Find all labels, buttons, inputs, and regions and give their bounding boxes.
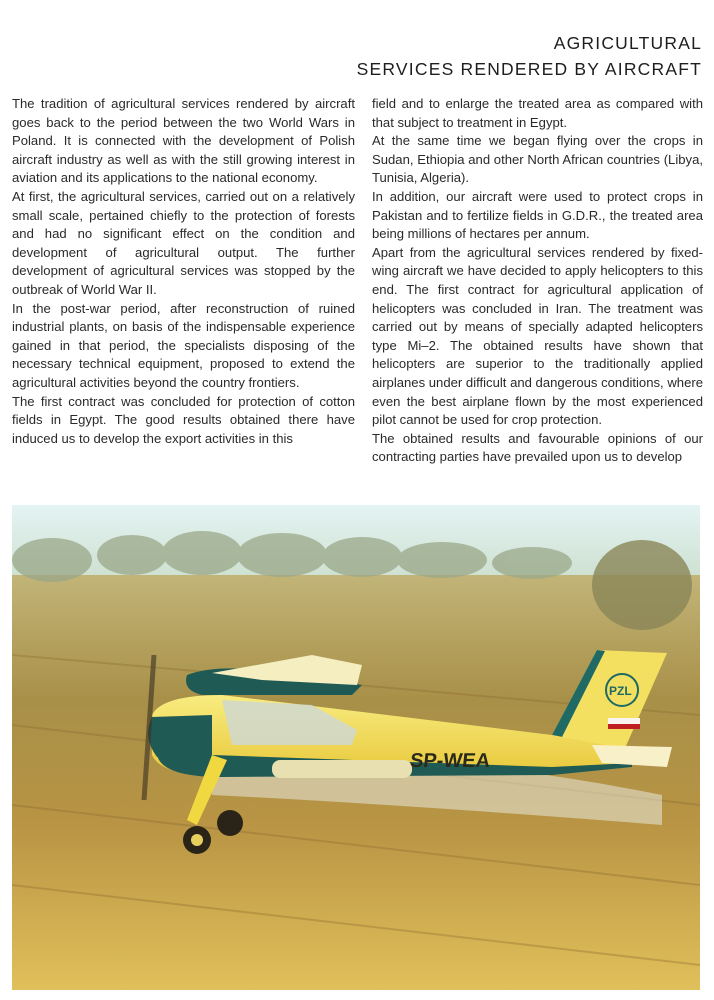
- photo-illustration: [12, 505, 700, 990]
- engine-cowl: [148, 715, 212, 757]
- registration-mark: SP-WEA: [408, 750, 492, 772]
- title-line-1: AGRICULTURAL: [553, 33, 702, 53]
- tail-logo-text: PZL: [609, 684, 632, 698]
- paragraph: Apart from the agricultural services rendered by fixed-wing aircraft we have decided to apply helicopters to this end. The first contract for agricultural application of helicopters was concluded in Iran. The treatment was carried out by means of specially adapted helicopters type Mi–2. The obtained results have shown that helicopters are superior to the traditionally applied airplanes under difficult and dangerous conditions, where even the best airplane flown by the most experienced pilot cannot be used for crop protection.: [372, 244, 703, 428]
- title-line-2: SERVICES RENDERED BY AIRCRAFT: [356, 59, 702, 79]
- paragraph: In the post-war period, after reconstruction of ruined industrial plants, on basis of the indispensable experience gained in that period, the specialists disposing of the necessary technical equipment, proposed to extend the agricultural activities beyond the country frontiers.: [12, 300, 355, 390]
- flag-white: [608, 718, 640, 724]
- paragraph: In addition, our aircraft were used to protect crops in Pakistan and to fertilize fields in G.D.R., the treated area being millions of hectares per annum.: [372, 188, 703, 242]
- right-column: [372, 95, 703, 467]
- left-column: [12, 95, 355, 448]
- page-title: [357, 30, 702, 82]
- aircraft-photo: [12, 505, 700, 990]
- paragraph: At the same time we began flying over the crops in Sudan, Ethiopia and other North African countries (Libya, Tunisia, Algeria).: [372, 133, 703, 186]
- hopper-tank: [272, 760, 412, 778]
- rear-wheel: [217, 810, 243, 836]
- paragraph: The tradition of agricultural services rendered by aircraft goes back to the period between the two World Wars in Poland. It is connected with the development of Polish aircraft industry as well as with the still growing interest in aviation and its applications to the national economy.: [12, 96, 355, 186]
- tree: [592, 540, 692, 630]
- paragraph: At first, the agricultural services, carried out on a relatively small scale, pertained chiefly to the protection of forests and had no significant effect on the condition and development of agricultural output. The further development of agricultural services was stopped by the outbreak of World War II.: [12, 188, 355, 297]
- paragraph: The first contract was concluded for protection of cotton fields in Egypt. The good results obtained there have induced us to develop the export activities in this: [12, 393, 355, 446]
- paragraph: The obtained results and favourable opinions of our contracting parties have prevailed upon us to develop: [372, 430, 703, 465]
- paragraph: field and to enlarge the treated area as compared with that subject to treatment in Egypt.: [372, 96, 703, 130]
- flag-red: [608, 724, 640, 729]
